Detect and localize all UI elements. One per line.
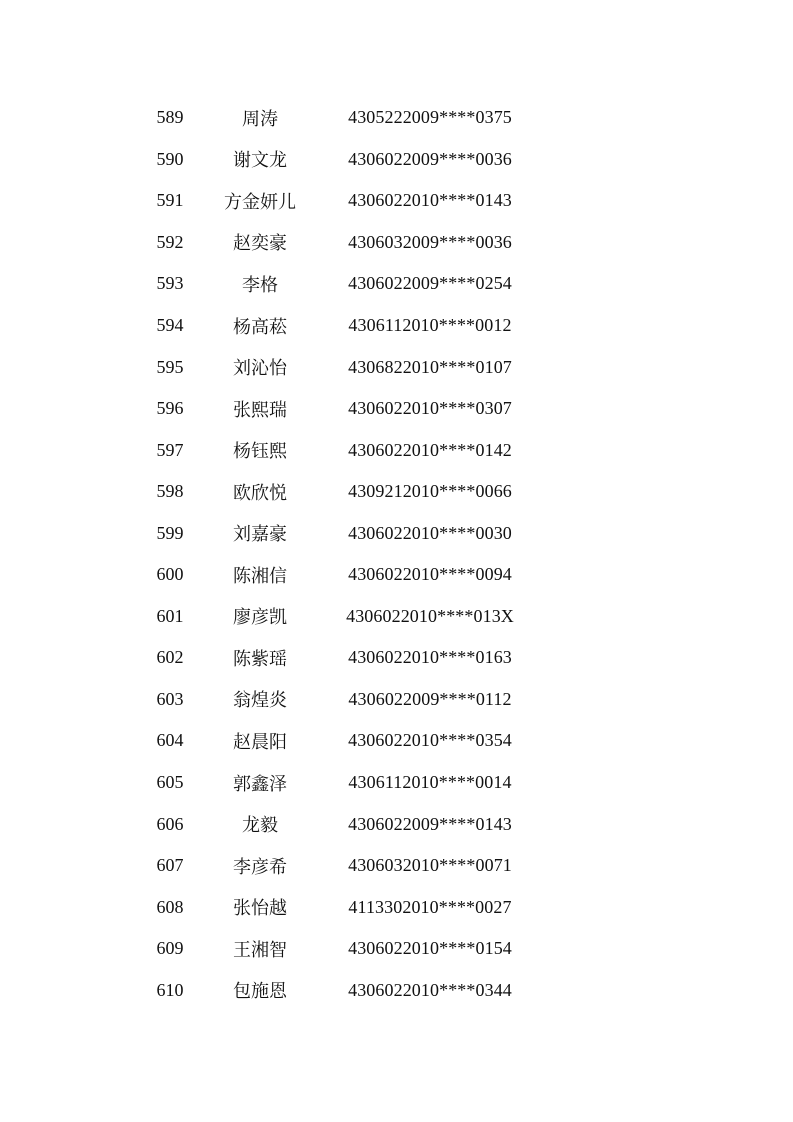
student-name: 杨高菘	[233, 316, 287, 338]
id-number: 4306022010****0030	[348, 522, 512, 543]
row-number: 594	[156, 315, 184, 335]
roster-row	[130, 720, 550, 762]
student-name: 翁煌炎	[233, 690, 287, 712]
student-name: 刘沁怡	[233, 358, 287, 380]
row-number: 590	[156, 148, 184, 169]
id-number: 4306022010****0142	[348, 439, 512, 460]
id-number: 4113302010****0027	[348, 896, 512, 917]
roster-row	[130, 429, 550, 471]
student-name: 谢文龙	[233, 150, 287, 172]
student-name: 赵晨阳	[233, 731, 287, 753]
student-name: 廖彦凯	[233, 607, 287, 629]
id-number: 4306022010****0143	[348, 190, 512, 211]
roster-row	[130, 305, 550, 347]
roster-row	[130, 596, 550, 638]
id-number: 4306022010****0163	[348, 647, 512, 668]
row-number: 598	[156, 481, 184, 502]
row-number: 595	[156, 356, 184, 377]
roster-row	[130, 845, 550, 887]
id-number: 4306022010****0307	[348, 398, 512, 419]
row-number: 600	[156, 564, 184, 585]
roster-row	[130, 512, 550, 554]
id-number: 4306022009****0036	[348, 148, 512, 169]
student-name: 包施恩	[233, 981, 287, 1003]
row-number: 591	[156, 190, 184, 211]
student-name: 刘嘉豪	[233, 524, 287, 546]
student-name: 郭鑫泽	[233, 773, 287, 795]
id-number: 4306022009****0254	[348, 273, 512, 294]
row-number: 597	[156, 439, 184, 460]
id-number: 4306022009****0112	[348, 688, 512, 709]
row-number: 592	[156, 231, 184, 252]
row-number: 605	[156, 772, 184, 793]
row-number: 608	[156, 896, 184, 917]
student-name: 张怡越	[233, 898, 287, 920]
id-number: 4306022010****013X	[346, 605, 514, 626]
row-number: 606	[156, 813, 184, 834]
id-number: 4309212010****0066	[348, 481, 512, 502]
roster-row	[130, 969, 550, 1011]
student-name: 欧欣悦	[233, 482, 287, 504]
id-number: 4305222009****0375	[348, 107, 512, 128]
id-number: 4306022010****0094	[348, 564, 512, 585]
roster-row	[130, 762, 550, 804]
roster-row	[130, 471, 550, 513]
student-name: 杨钰熙	[233, 441, 287, 463]
roster-row	[130, 346, 550, 388]
roster-row	[130, 679, 550, 721]
id-number: 4306022010****0154	[348, 938, 512, 959]
id-number: 4306112010****0014	[348, 772, 512, 793]
roster-row	[130, 637, 550, 679]
student-name: 陈紫瑶	[233, 648, 287, 670]
student-name: 张熙瑞	[233, 399, 287, 421]
roster-row	[130, 886, 550, 928]
row-number: 602	[156, 647, 184, 668]
student-name: 王湘智	[233, 939, 287, 961]
roster-row	[130, 180, 550, 222]
roster-row	[130, 803, 550, 845]
row-number: 609	[156, 938, 184, 959]
id-number: 4306022010****0354	[348, 730, 512, 751]
row-number: 603	[156, 688, 184, 709]
roster-row	[130, 928, 550, 970]
id-number: 4306022009****0143	[348, 813, 512, 834]
student-name: 赵奕豪	[233, 233, 287, 255]
row-number: 604	[156, 730, 184, 751]
student-name: 方金妍儿	[224, 191, 296, 213]
roster-row	[130, 139, 550, 181]
row-number: 610	[156, 979, 184, 1000]
roster-row	[130, 263, 550, 305]
student-name: 龙毅	[242, 815, 278, 837]
id-number: 4306822010****0107	[348, 356, 512, 377]
roster-row	[130, 554, 550, 596]
roster-list	[130, 97, 550, 1011]
row-number: 607	[156, 855, 184, 876]
row-number: 601	[156, 605, 184, 626]
id-number: 4306032009****0036	[348, 231, 512, 252]
student-name: 李格	[242, 274, 278, 296]
id-number: 4306032010****0071	[348, 855, 512, 876]
student-name: 周涛	[242, 108, 278, 130]
id-number: 4306022010****0344	[348, 979, 512, 1000]
id-number: 4306112010****0012	[348, 315, 512, 335]
row-number: 596	[156, 398, 184, 419]
student-name: 李彦希	[233, 856, 287, 878]
student-name: 陈湘信	[233, 565, 287, 587]
roster-row	[130, 388, 550, 430]
row-number: 589	[156, 107, 184, 128]
row-number: 593	[156, 273, 184, 294]
roster-row	[130, 97, 550, 139]
roster-row	[130, 222, 550, 264]
row-number: 599	[156, 522, 184, 543]
